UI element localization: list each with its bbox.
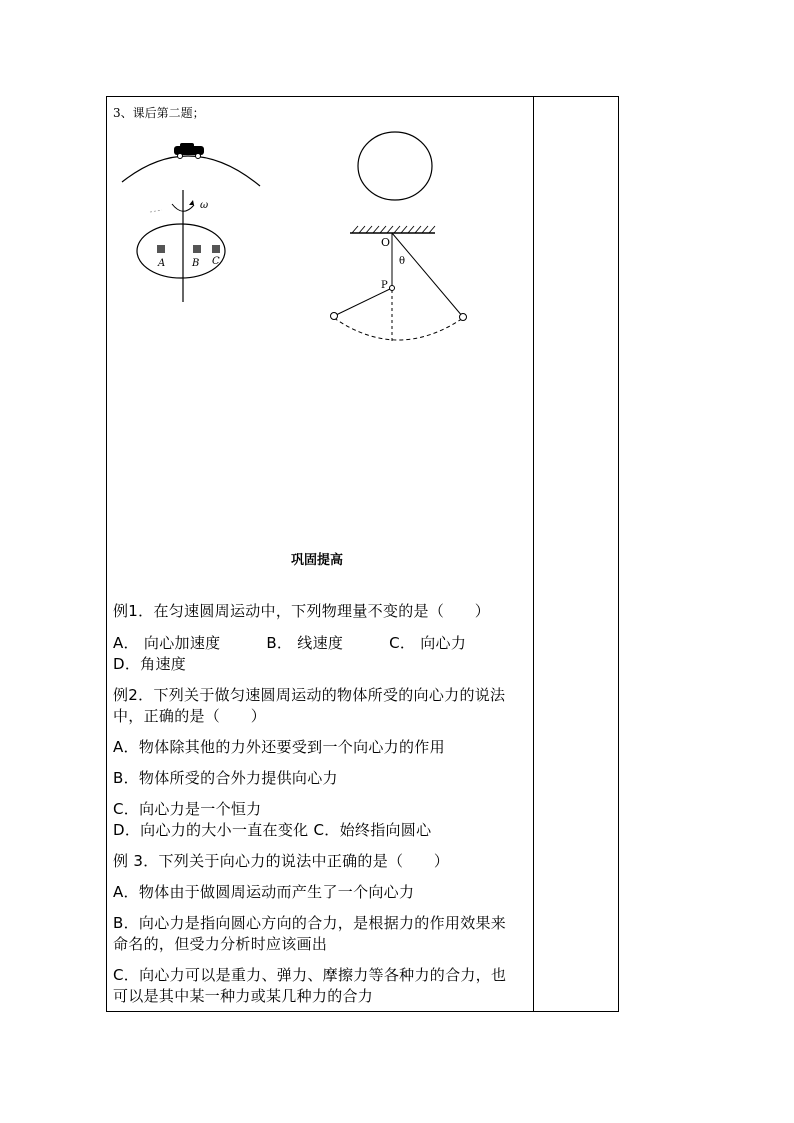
physics-figures (0, 120, 794, 540)
omega-label: ω (200, 200, 209, 211)
q3-option-b-line1: B．向心力是指向圆心方向的合力，是根据力的作用效果来 (113, 914, 507, 932)
q1-options-line1: A． 向心加速度 B． 线速度 C． 向心力 (113, 634, 467, 652)
q2-option-a: A．物体除其他的力外还要受到一个向心力的作用 (113, 738, 445, 756)
q2-option-c: C．向心力是一个恒力 (113, 800, 262, 818)
q2-option-d: D．向心力的大小一直在变化 C．始终指向圆心 (113, 821, 432, 839)
q2-option-b: B．物体所受的合外力提供向心力 (113, 769, 338, 787)
header-text: 3、课后第二题； (113, 106, 205, 120)
q2-stem-line1: 例2．下列关于做匀速圆周运动的物体所受的向心力的说法 (113, 686, 506, 704)
q2-stem-line2: 中，正确的是（ ） (113, 707, 267, 725)
q3-option-b-line2: 命名的，但受力分析时应该画出 (113, 935, 328, 953)
q3-option-a: A．物体由于做圆周运动而产生了一个向心力 (113, 883, 415, 901)
q1-stem: 例1．在匀速圆周运动中，下列物理量不变的是（ ） (113, 602, 491, 620)
circle-figure (358, 132, 432, 200)
turntable-figure (137, 190, 225, 302)
label-c: C (212, 256, 220, 267)
label-p: P (381, 280, 388, 291)
q3-option-c-line2: 可以是其中某一种力或某几种力的合力 (113, 987, 374, 1005)
label-a: A (158, 258, 166, 269)
pendulum-figure (331, 226, 467, 343)
label-o: O (381, 236, 391, 249)
section-title: 巩固提高 (291, 553, 344, 568)
q1-options-line2: D．角速度 (113, 655, 187, 673)
q3-stem: 例 3．下列关于向心力的说法中正确的是（ ） (113, 852, 450, 870)
label-theta: θ (399, 256, 406, 267)
car-on-hill-figure (122, 143, 260, 186)
label-b: B (192, 258, 200, 269)
q3-option-c-line1: C．向心力可以是重力、弹力、摩擦力等各种力的合力，也 (113, 966, 507, 984)
